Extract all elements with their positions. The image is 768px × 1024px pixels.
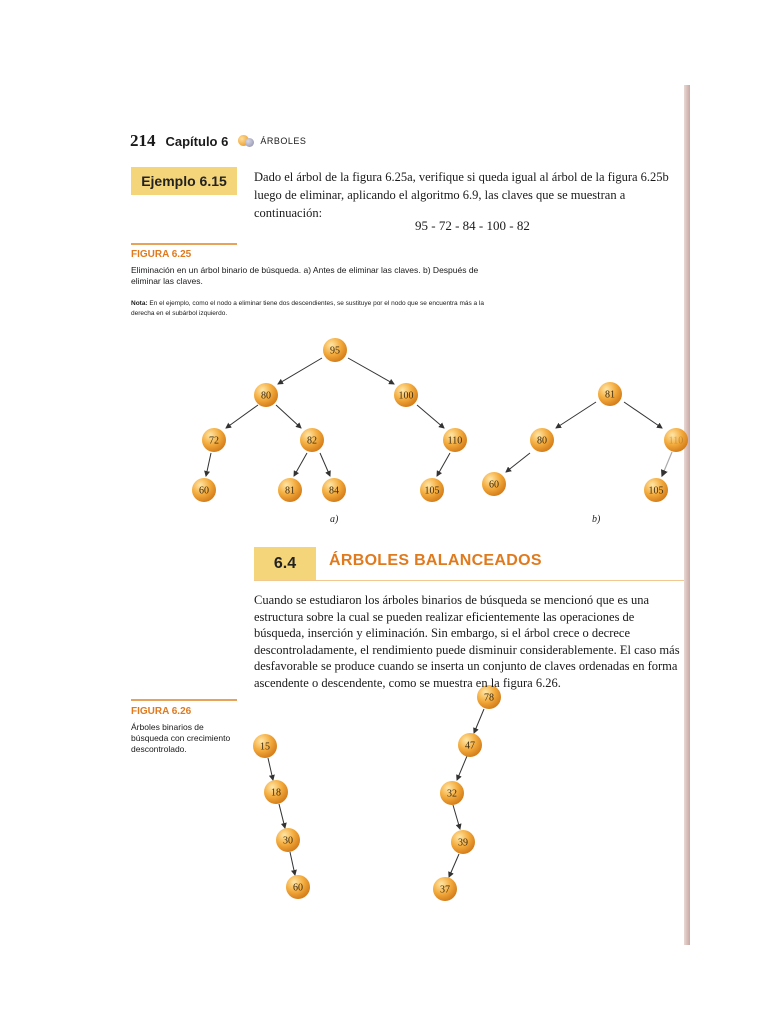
node-label: 37 xyxy=(440,884,450,896)
node-label: 18 xyxy=(271,787,281,799)
note-text: En el ejemplo, como el nodo a eliminar tiene dos descendientes, se sustituye por el nodo que se encuentra más a la derecha en el subárbol izquierdo. xyxy=(131,300,485,317)
tree-a-node xyxy=(278,478,302,502)
node-label: 81 xyxy=(285,485,295,497)
tree-626-left-node xyxy=(276,828,300,852)
sub-label-b: b) xyxy=(592,514,601,525)
node-label: 60 xyxy=(199,485,209,497)
tree-a-node xyxy=(394,383,418,407)
figure-626-label: FIGURA 6.26 xyxy=(131,706,192,717)
tree-b-node xyxy=(530,428,554,452)
node-label: 72 xyxy=(209,435,219,447)
tree-a-node xyxy=(202,428,226,452)
tree-626-right-node xyxy=(433,877,457,901)
node-label: 100 xyxy=(398,390,414,402)
section-paragraph: Cuando se estudiaron los árboles binarios de búsqueda se mencionó que es una estructura sobre la cual se pueden realizar eficientemente las operaciones de búsqueda, inserción y eliminación. Sin embargo, si el árbol crece o decrece descontroladamente, el rendimiento puede disminuir considerablemente. El caso más desfavorable se produce cuando se inserta un conjunto de claves ordenadas en forma ascendente o descendente, como se muestra en la figura 6.26. xyxy=(254,593,680,690)
section-number: 6.4 xyxy=(254,547,316,581)
tree-b-edge-110-105 xyxy=(662,452,672,476)
figure-626-rule xyxy=(131,699,237,701)
node-label: 60 xyxy=(293,882,303,894)
tree-a-node xyxy=(323,338,347,362)
tree-b-node xyxy=(598,382,622,406)
tree-626-right-node xyxy=(451,830,475,854)
example-keys: 95 - 72 - 84 - 100 - 82 xyxy=(415,218,530,233)
tree-626-left-node xyxy=(264,780,288,804)
tree-a-node xyxy=(420,478,444,502)
node-label: 39 xyxy=(458,837,468,849)
tree-a-edges xyxy=(206,358,450,476)
tree-a-node xyxy=(443,428,467,452)
node-label: 80 xyxy=(261,390,271,402)
node-label: 110 xyxy=(447,435,463,447)
node-label: 84 xyxy=(329,485,339,497)
tree-626-left-node xyxy=(253,734,277,758)
node-label: 47 xyxy=(465,740,475,752)
page-number: 214 xyxy=(130,131,156,150)
figure-625-label: FIGURA 6.25 xyxy=(131,249,192,260)
tree-b-node xyxy=(664,428,688,452)
tree-626-right-node xyxy=(458,733,482,757)
node-label: 15 xyxy=(260,741,270,753)
node-label: 78 xyxy=(484,692,494,704)
sub-label-a: a) xyxy=(330,514,339,525)
section-rule xyxy=(254,580,684,581)
tree-b-node xyxy=(644,478,668,502)
node-label: 30 xyxy=(283,835,293,847)
figure-626-caption: Árboles binarios de búsqueda con crecimiento descontrolado. xyxy=(131,722,231,754)
node-label: 110 xyxy=(668,435,684,447)
node-label: 105 xyxy=(648,485,664,497)
section-heading: ÁRBOLES BALANCEADOS xyxy=(329,552,542,569)
tree-626-left-node xyxy=(286,875,310,899)
section-title: ÁRBOLES xyxy=(260,136,307,146)
tree-a-node xyxy=(322,478,346,502)
node-label: 32 xyxy=(447,788,457,800)
tree-b-edges xyxy=(506,402,662,472)
tree-a-node xyxy=(254,383,278,407)
tree-a-node xyxy=(192,478,216,502)
tree-a-node xyxy=(300,428,324,452)
note-label: Nota: xyxy=(131,300,148,307)
example-label: Ejemplo 6.15 xyxy=(131,167,237,195)
node-label: 95 xyxy=(330,345,340,357)
figure-625-caption: Eliminación en un árbol binario de búsqueda. a) Antes de eliminar las claves. b) Después de eliminar las claves. xyxy=(131,265,479,286)
tree-b-node xyxy=(482,472,506,496)
tree-626-right-node xyxy=(440,781,464,805)
example-text: Dado el árbol de la figura 6.25a, verifique si queda igual al árbol de la figura 6.25b luego de eliminar, aplicando el algoritmo 6.9, las claves que se muestran a continuación: xyxy=(254,170,669,220)
node-label: 81 xyxy=(605,389,615,401)
chapter-title: Capítulo 6 xyxy=(165,133,229,149)
node-label: 80 xyxy=(537,435,547,447)
node-label: 60 xyxy=(489,479,499,491)
node-label: 82 xyxy=(307,435,317,447)
node-label: 105 xyxy=(424,485,440,497)
